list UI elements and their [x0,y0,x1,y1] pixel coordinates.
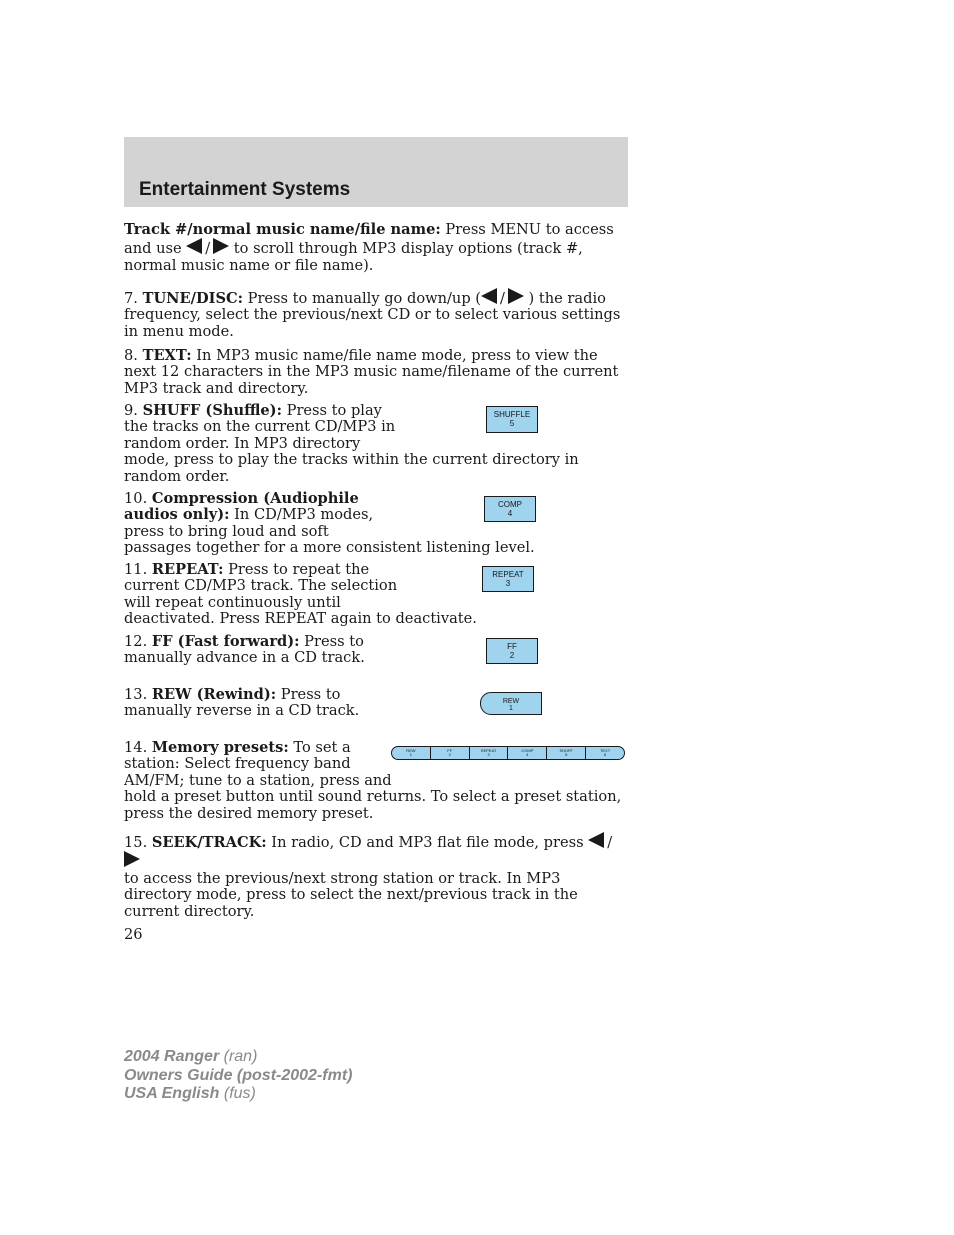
paragraph-fast-forward: 12. FF (Fast forward): Press to manually advance in a CD track. [124,633,365,667]
preset-button-5[interactable]: SHUFF 5 [547,747,586,759]
memory-preset-strip [391,746,625,760]
right-arrow-icon [213,238,229,254]
paragraph-tune-disc: 7. TUNE/DISC: Press to manually go down/up ( / ) the radio frequency, select the previous/next CD or to select various settings in menu mode. [124,290,621,340]
paragraph-repeat: 11. REPEAT: Press to repeat the current CD/MP3 track. The selection will repeat continuously until deactivated. Press REPEAT again to deactivate. [124,561,477,628]
paragraph-compression: 10. Compression (Audiophile audios only): In CD/MP3 modes, press to bring loud and soft passages together for a more consistent listening level. [124,490,535,557]
term-seek-track: SEEK/TRACK: [151,834,267,851]
comp-button[interactable]: COMP 4 [484,496,536,522]
term-track: Track #/normal music name/file name: [124,221,441,238]
section-title: Entertainment Systems [139,179,351,200]
term-compression: Compression (Audiophile [151,490,359,507]
right-arrow-icon [124,851,140,867]
page-number: 26 [124,926,143,943]
paragraph-memory-presets: 14. Memory presets: To set a station: Select frequency band AM/FM; tune to a station, press and hold a preset button until sound returns. To select a preset station, press the desired memory preset. [124,739,622,822]
paragraph-track-name: Track #/normal music name/file name: Press MENU to access and use / to scroll through MP3 display options (track #, normal music name or file name). [124,221,614,274]
rew-button[interactable]: REW 1 [480,692,542,715]
document-footer: 2004 Ranger (ran) Owners Guide (post-2002-fmt) USA English (fus) [124,1048,353,1102]
term-memory-presets: Memory presets: [151,739,289,756]
preset-button-3[interactable]: REPEAT 3 [470,747,509,759]
term-tune-disc: TUNE/DISC: [142,290,243,307]
term-rewind: REW (Rewind): [151,686,277,703]
paragraph-shuffle: 9. SHUFF (Shuffle): Press to play the tracks on the current CD/MP3 in random order. In MP3 directory mode, press to play the tracks within the current directory in random order. [124,402,579,485]
term-repeat: REPEAT: [151,561,224,578]
left-arrow-icon [481,288,497,304]
term-shuffle: SHUFF (Shuffle): [142,402,282,419]
term-fast-forward: FF (Fast forward): [151,633,300,650]
preset-button-1[interactable]: REW 1 [392,747,431,759]
preset-button-4[interactable]: COMP 4 [508,747,547,759]
left-arrow-icon [186,238,202,254]
paragraph-text: 8. TEXT: In MP3 music name/file name mode, press to view the next 12 characters in the MP3 music name/filename of the current MP3 track and directory. [124,347,619,397]
paragraph-rewind: 13. REW (Rewind): Press to manually reverse in a CD track. [124,686,360,720]
right-arrow-icon [508,288,524,304]
preset-button-6[interactable]: TEXT 6 [599,748,611,757]
paragraph-seek-track: 15. SEEK/TRACK: In radio, CD and MP3 flat file mode, press / to access the previous/next strong station or track. In MP3 directory mode, press to select the next/previous track in the current directory. [124,834,613,920]
repeat-button[interactable]: REPEAT 3 [482,566,534,592]
section-header [124,137,628,207]
ff-button[interactable]: FF 2 [486,638,538,664]
left-arrow-icon [588,832,604,848]
preset-button-2[interactable]: FF 2 [431,747,470,759]
shuffle-button[interactable]: SHUFFLE 5 [486,406,538,433]
term-text: TEXT: [142,347,192,364]
